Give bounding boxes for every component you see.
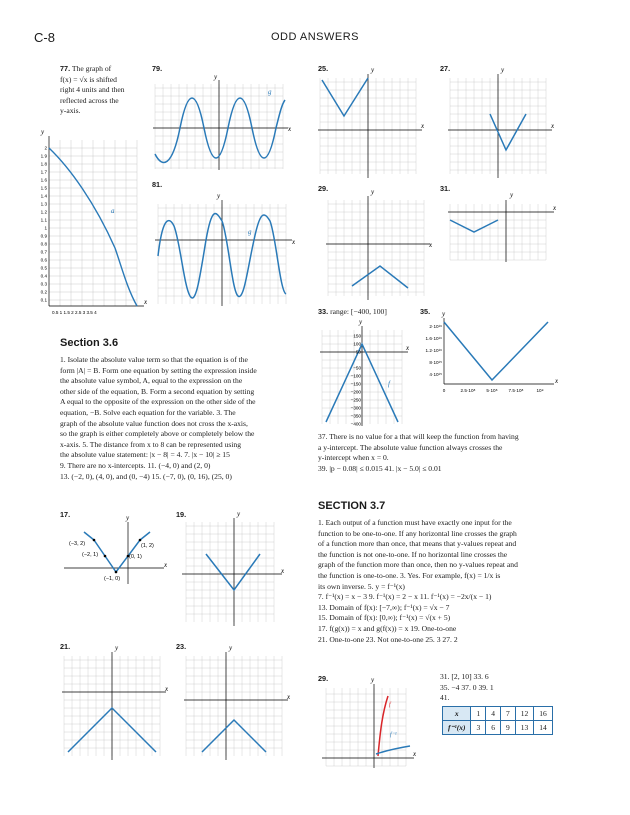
y-axis-label: y: [115, 644, 119, 652]
text-line: of a function more than once, that means that y-values repeat and: [318, 539, 517, 549]
exercise-number: 19.: [176, 510, 187, 519]
y-tick: −150: [350, 381, 361, 387]
y-tick: −350: [350, 413, 361, 419]
y-axis-label: y: [237, 510, 241, 518]
y-axis-label: y: [217, 192, 221, 200]
x-ticks: 0.5 1 1.5 2 2.5 3 3.5 4: [52, 310, 97, 315]
table-cell: 12: [515, 707, 534, 721]
curve-label: g: [268, 88, 272, 96]
y-axis-label: y: [501, 66, 505, 74]
exercise-number: 29.: [318, 184, 329, 193]
x-axis-label: x: [421, 122, 425, 130]
section-3-7-answers: [318, 518, 578, 645]
exercise-text-line: reflected across the: [60, 95, 119, 105]
x-axis-label: x: [429, 241, 433, 249]
exercise-33: [318, 307, 387, 318]
y-tick: 0.3: [40, 281, 47, 287]
graph-31: [446, 191, 558, 264]
text-line: equation, −B. Solve each equation for the variable. 3. The: [60, 407, 236, 417]
x-tick: 7.5·10⁸: [508, 388, 524, 393]
text-line: 13. Domain of f(x): [−7,∞); f⁻¹(x) = √x − 7: [318, 602, 450, 612]
text-line: 21. One-to-one 23. Not one-to-one 25. 3 27. 2: [318, 634, 458, 644]
text-line: graph of the function more than once, then no y-values repeat and: [318, 560, 518, 570]
text-line: 1. Isolate the absolute value term so that the equation is of the: [60, 355, 248, 364]
y-tick: 0.2: [40, 289, 47, 295]
text-line: function to be one-to-one. If any horizontal line crosses the graph: [318, 528, 517, 538]
point-label: (−1, 0): [104, 576, 121, 582]
text-line: a y-intercept. The absolute value function always crosses the: [318, 442, 503, 452]
y-tick: −200: [350, 389, 361, 395]
curve-label: f: [388, 380, 390, 388]
text-line: 9. There are no x-intercepts. 11. (−4, 0) and (2, 0): [60, 460, 211, 470]
exercise-number: 21.: [60, 642, 71, 651]
y-tick: 0.6: [40, 257, 47, 263]
exercise-number: 35.: [420, 307, 431, 316]
y-tick: 2: [44, 145, 47, 151]
table-cell: 13: [515, 721, 534, 735]
text-line: 7. f⁻¹(x) = x − 3 9. f⁻¹(x) = 2 − x 11. f⁻¹(x) = −2x/(x − 1): [318, 592, 492, 602]
text-line: form |A| = B. Form one equation by setting the expression inside: [60, 365, 257, 375]
text-line: the absolute value symbol, A, equal to the expression on the: [60, 376, 243, 386]
point-label: (0, 1): [129, 554, 142, 560]
y-tick: 0.7: [40, 249, 47, 255]
y-tick: 1.1: [40, 217, 47, 223]
y-axis-label: y: [371, 66, 375, 74]
graph-79: [150, 74, 290, 174]
y-tick: 1.3: [40, 201, 47, 207]
text-line: 15. Domain of f(x): [0,∞); f⁻¹(x) = √(x + 5): [318, 613, 451, 623]
curve-label-finv: f⁻¹: [390, 732, 397, 738]
section-3-6-answers: [60, 355, 310, 482]
table-cell: 4: [486, 707, 501, 721]
y-tick: 8·10¹⁵: [429, 360, 442, 365]
x-tick: 2.5·10⁸: [460, 388, 476, 393]
exercise-number: 17.: [60, 510, 71, 519]
y-tick: 1.9: [40, 153, 47, 159]
y-tick: 150: [353, 333, 361, 339]
y-tick: −400: [350, 421, 361, 427]
graph-29: [324, 188, 434, 302]
y-tick: 0.4: [40, 273, 47, 279]
text-line: other side of the equation, B. Form a second equation by setting: [60, 386, 255, 396]
text-line: 35. −4 37. 0 39. 1: [440, 682, 494, 692]
table-cell: 6: [486, 721, 501, 735]
exercise-number: 81.: [152, 180, 163, 189]
graph-23: [182, 644, 292, 762]
exercise-number: 31.: [440, 184, 451, 193]
page-title: ODD ANSWERS: [270, 31, 359, 43]
exercise-text-line: The graph of: [71, 64, 112, 73]
section-title: SECTION 3.7: [318, 500, 386, 512]
point-label: (−3, 2): [69, 541, 86, 547]
y-axis-label: y: [41, 128, 45, 136]
exercise-number: 23.: [176, 642, 187, 651]
x-tick: 0: [442, 388, 446, 393]
table-cell: f⁻¹(x): [443, 721, 471, 735]
y-axis-label: y: [371, 188, 375, 196]
exercise-number: 29.: [318, 674, 329, 683]
point-label: (1, 2): [141, 543, 154, 549]
table-cell: x: [443, 707, 471, 721]
x-axis-label: x: [292, 238, 296, 246]
graph-27: [446, 66, 556, 180]
y-tick: 0.9: [40, 233, 47, 239]
y-tick: 2·10¹⁶: [429, 324, 442, 329]
page-number: C-8: [34, 30, 55, 45]
table-row: [443, 707, 553, 721]
point-label: (−2, 1): [82, 552, 99, 558]
x-axis-label: x: [165, 685, 169, 693]
x-axis-label: x: [551, 122, 555, 130]
x-tick: 5·10⁸: [486, 388, 498, 393]
curve-label: a: [111, 207, 115, 215]
text-line: 17. f(g(x)) = x and g(f(x)) = x 19. One-to-one: [318, 623, 457, 633]
y-tick: −300: [350, 405, 361, 411]
x-axis-label: x: [288, 125, 292, 133]
exercise-number: 33.: [318, 307, 329, 316]
y-tick: 1.6: [40, 177, 47, 183]
y-tick: 0.8: [40, 241, 47, 247]
y-tick: 4·10¹⁵: [429, 372, 442, 377]
x-axis-label: x: [555, 377, 559, 385]
text-line: the absolute value statement: |x − 8| = 4. 7. |x − 10| ≥ 15: [60, 450, 230, 460]
answers-37-41: [318, 432, 578, 474]
x-axis-label: x: [553, 204, 557, 212]
exercise-text-line: right 4 units and then: [60, 85, 125, 95]
answers-31-41: [440, 672, 590, 704]
y-axis-label: y: [214, 73, 218, 81]
y-tick: 1.5: [40, 185, 47, 191]
exercise-number: 27.: [440, 64, 451, 73]
text-line: 31. [2, 10] 33. 6: [440, 672, 489, 681]
y-axis-label: y: [126, 514, 130, 522]
y-axis-label: y: [510, 191, 514, 199]
text-line: y-intercept when x = 0.: [318, 453, 389, 463]
inverse-table: [442, 706, 553, 735]
y-tick: 100: [353, 341, 361, 347]
y-tick: 50: [355, 349, 361, 355]
y-tick: −50: [353, 365, 361, 371]
exercise-77: [60, 64, 150, 117]
x-axis-label: x: [164, 561, 168, 569]
text-line: the function is one-to-one. 3. Yes. For example, f(x) = 1/x is: [318, 570, 501, 580]
graph-33: [318, 318, 410, 428]
x-axis-label: x: [413, 750, 417, 758]
y-axis-label: y: [442, 310, 446, 318]
table-cell: 1: [471, 707, 486, 721]
x-axis-label: x: [144, 298, 148, 306]
y-tick: 1.6·10¹⁶: [425, 336, 442, 341]
exercise-number: 77.: [60, 64, 71, 73]
table-cell: 9: [500, 721, 515, 735]
text-line: 37. There is no value for a that will keep the function from having: [318, 432, 519, 441]
y-tick: 1.8: [40, 161, 47, 167]
text-line: graph of the absolute value function does not cross the x-axis,: [60, 418, 248, 428]
table-cell: 3: [471, 721, 486, 735]
text-line: so the graph is either completely above or completely below the: [60, 429, 255, 439]
y-tick: 1.2·10¹⁶: [425, 348, 442, 353]
table-cell: 7: [500, 707, 515, 721]
y-tick: 1.7: [40, 169, 47, 175]
y-tick: 0.5: [40, 265, 47, 271]
text-line: 13. (−2, 0), (4, 0), and (0, −4) 15. (−7, 0), (0, 16), (25, 0): [60, 471, 232, 481]
exercise-number: 25.: [318, 64, 329, 73]
table-row: [443, 721, 553, 735]
text-line: 41.: [440, 693, 450, 703]
table-cell: 14: [534, 721, 553, 735]
exercise-text-line: y-axis.: [60, 106, 81, 116]
text-line: 1. Each output of a function must have exactly one input for the: [318, 518, 512, 527]
y-tick: 0.1: [40, 297, 47, 303]
x-tick: 10⁹: [536, 388, 544, 393]
text-line: A equal to the opposite of the expression on the other side of the: [60, 397, 256, 407]
table-cell: 16: [534, 707, 553, 721]
text-line: 39. |p − 0.08| ≤ 0.015 41. |x − 5.0| ≤ 0.01: [318, 463, 442, 473]
text-line: x-axis. 5. The distance from x to 8 can be represented using: [60, 439, 242, 449]
y-axis-label: y: [371, 676, 375, 684]
exercise-number: 79.: [152, 64, 163, 73]
x-axis-label: x: [287, 693, 291, 701]
text-line: the function is not one-to-one. If no horizontal line crosses the: [318, 549, 508, 559]
x-axis-label: x: [406, 344, 410, 352]
exercise-text-line: f(x) = √x is shifted: [60, 74, 117, 84]
section-title: Section 3.6: [60, 337, 119, 349]
y-axis-label: y: [229, 644, 233, 652]
range-text: range: [−400, 100]: [330, 307, 387, 316]
curve-label: g: [248, 228, 252, 236]
graph-81: [150, 192, 298, 308]
curve-label-f: f: [389, 702, 391, 708]
text-line: its own inverse. 5. y = f⁻¹(x): [318, 581, 405, 591]
y-axis-label: y: [359, 318, 363, 326]
x-axis-label: x: [281, 567, 285, 575]
y-tick: −250: [350, 397, 361, 403]
y-tick: −100: [350, 373, 361, 379]
y-tick: 1.4: [40, 193, 47, 199]
y-tick: 1: [44, 225, 47, 231]
graph-77: [40, 128, 150, 318]
y-tick: 1.2: [40, 209, 47, 215]
